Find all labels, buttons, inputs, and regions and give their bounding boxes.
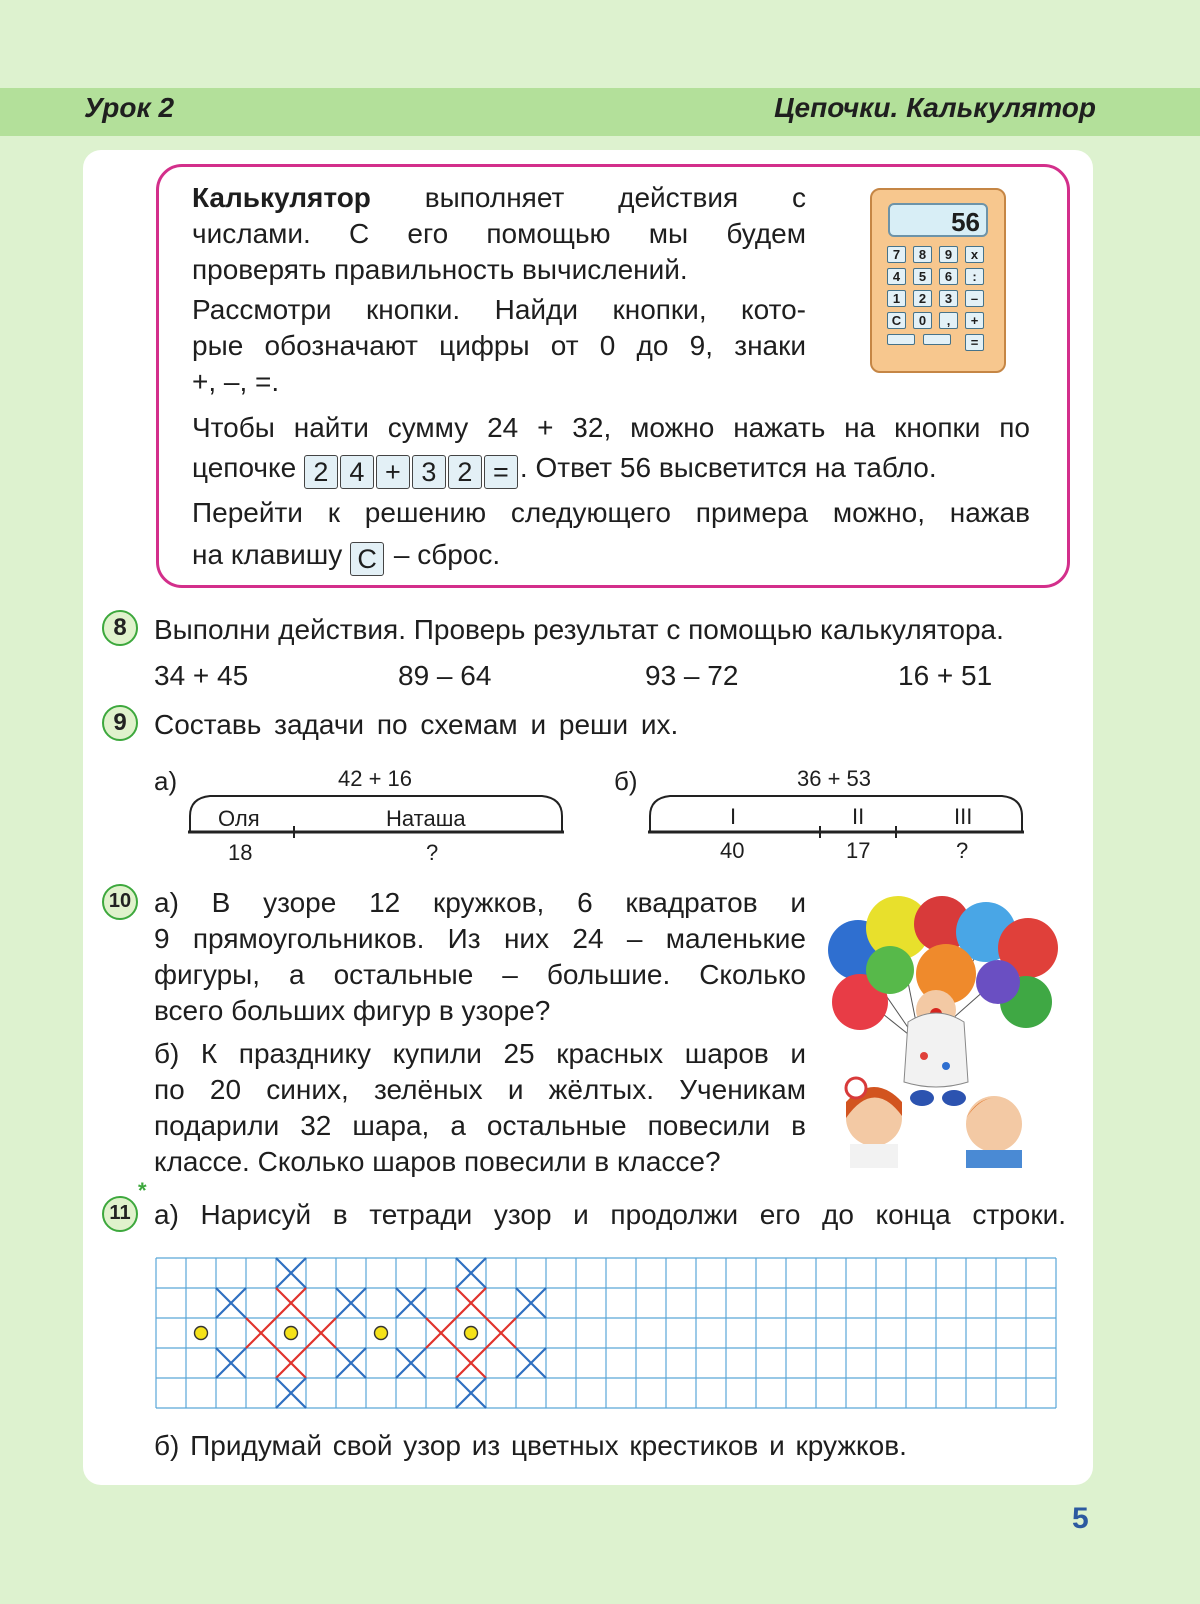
task-10-a-line: а) В узоре 12 кружков, 6 квадратов и bbox=[154, 887, 806, 918]
calculator-key: C bbox=[887, 312, 906, 329]
task-9-text: Составь задачи по схемам и реши их. bbox=[154, 709, 679, 740]
calculator-key: : bbox=[965, 268, 984, 285]
task-11-a-text: а) Нарисуй в тетради узор и продолжи его до конца строки. bbox=[154, 1199, 1066, 1230]
calculator-key: 1 bbox=[887, 290, 906, 307]
info-line-2: числами. С его помощью мы будем bbox=[192, 218, 806, 249]
calculator-key: 6 bbox=[939, 268, 958, 285]
calculator-key: – bbox=[965, 290, 984, 307]
info-p4-suffix: – сброс. bbox=[393, 539, 501, 570]
task-8-number: 8 bbox=[102, 610, 138, 646]
reset-key: С bbox=[350, 542, 384, 576]
scheme-b-value-1: 40 bbox=[720, 838, 745, 863]
chain-key: 2 bbox=[304, 455, 338, 489]
scheme-a-part-2: Наташа bbox=[386, 806, 466, 831]
calculator-blank-key bbox=[923, 334, 951, 345]
task-10-b-line: классе. Сколько шаров повесили в классе? bbox=[154, 1146, 721, 1177]
key-chain bbox=[304, 452, 520, 487]
task-10-a-line: фигуры, а остальные – большие. Сколько bbox=[154, 959, 806, 990]
calculator-key: , bbox=[939, 312, 958, 329]
task-8-expression: 16 + 51 bbox=[898, 660, 993, 691]
lesson-title: Цепочки. Калькулятор bbox=[774, 92, 1096, 123]
calculator-key: 4 bbox=[887, 268, 906, 285]
lesson-label: Урок 2 bbox=[84, 92, 175, 123]
calculator-key: 5 bbox=[913, 268, 932, 285]
scheme-a-value-1: 18 bbox=[228, 840, 253, 865]
chain-key: + bbox=[376, 455, 410, 489]
scheme-b-part-2: II bbox=[852, 804, 865, 829]
scheme-a-value-2: ? bbox=[426, 840, 439, 865]
calculator-key: = bbox=[965, 334, 984, 351]
task-11-number: 11 bbox=[102, 1196, 138, 1232]
task-10-a-line: 9 прямоугольников. Из них 24 – маленькие bbox=[154, 923, 806, 954]
info-p4-line-1: Перейти к решению следующего примера можно, нажав bbox=[192, 497, 1030, 528]
scheme-a-label: а) bbox=[154, 766, 178, 796]
info-p3-suffix: . Ответ 56 высветится на табло. bbox=[519, 452, 937, 483]
calculator-key: 7 bbox=[887, 246, 906, 263]
chain-key: 4 bbox=[340, 455, 374, 489]
asterisk-icon: * bbox=[138, 1178, 147, 1203]
task-10-b-line: по 20 синих, зелёных и жёлтых. Ученикам bbox=[154, 1074, 806, 1105]
info-line-1-rest: выполняет действия с bbox=[424, 182, 806, 213]
info-p2-line-3: +, –, =. bbox=[192, 366, 280, 397]
task-9-number: 9 bbox=[102, 705, 138, 741]
page-number: 5 bbox=[1072, 1502, 1089, 1535]
scheme-b-part-3: III bbox=[954, 804, 973, 829]
calculator-blank-key bbox=[887, 334, 915, 345]
info-p4-prefix: на клавишу bbox=[192, 539, 343, 570]
info-p3-prefix: цепочке bbox=[192, 452, 297, 483]
info-p2-line-2: рые обозначают цифры от 0 до 9, знаки bbox=[192, 330, 806, 361]
dot-mark bbox=[195, 1327, 208, 1340]
task-8-text: Выполни действия. Проверь результат с помощью калькулятора. bbox=[154, 614, 1004, 645]
info-p3-line-1: Чтобы найти сумму 24 + 32, можно нажать на кнопки по bbox=[192, 412, 1030, 443]
scheme-a-part-1: Оля bbox=[218, 806, 260, 831]
task-8-expression: 89 – 64 bbox=[398, 660, 492, 691]
chain-key: = bbox=[484, 455, 518, 489]
info-term: Калькулятор bbox=[192, 182, 371, 213]
calculator-key: 3 bbox=[939, 290, 958, 307]
task-8-expression: 93 – 72 bbox=[645, 660, 739, 691]
scheme-a-diagram bbox=[186, 790, 576, 840]
scheme-b-diagram bbox=[646, 790, 1036, 840]
info-line-3: проверять правильность вычислений. bbox=[192, 254, 688, 285]
task-10-a-line: всего больших фигур в узоре? bbox=[154, 995, 551, 1026]
chain-key: 3 bbox=[412, 455, 446, 489]
dot-mark bbox=[375, 1327, 388, 1340]
calculator-illustration bbox=[870, 188, 1006, 373]
dot-mark bbox=[285, 1327, 298, 1340]
task-10-b-line: б) К празднику купили 25 красных шаров и bbox=[154, 1038, 806, 1069]
info-p3-line-2 bbox=[192, 450, 1032, 489]
info-p2-line-1: Рассмотри кнопки. Найди кнопки, кото- bbox=[192, 294, 806, 325]
pattern-grid bbox=[154, 1256, 1072, 1410]
scheme-b-part-1: I bbox=[730, 804, 737, 829]
balloons-clown-illustration bbox=[828, 892, 1064, 1168]
calculator-key: 2 bbox=[913, 290, 932, 307]
scheme-b-label: б) bbox=[614, 766, 638, 796]
calculator-display: 56 bbox=[888, 203, 988, 237]
scheme-b-value-3: ? bbox=[956, 838, 969, 863]
info-p4-line-2 bbox=[192, 537, 792, 576]
chain-key: 2 bbox=[448, 455, 482, 489]
calculator-key: 0 bbox=[913, 312, 932, 329]
task-8-expression: 34 + 45 bbox=[154, 660, 249, 691]
task-10-number: 10 bbox=[102, 884, 138, 920]
scheme-b-total: 36 + 53 bbox=[797, 766, 872, 791]
scheme-b-value-2: 17 bbox=[846, 838, 871, 863]
calculator-key: x bbox=[965, 246, 984, 263]
task-10-b-line: подарили 32 шара, а остальные повесили в bbox=[154, 1110, 806, 1141]
calculator-key: 9 bbox=[939, 246, 958, 263]
dot-mark bbox=[465, 1327, 478, 1340]
calculator-key: 8 bbox=[913, 246, 932, 263]
scheme-a-total: 42 + 16 bbox=[338, 766, 413, 791]
calculator-key: + bbox=[965, 312, 984, 329]
info-line-1 bbox=[192, 180, 806, 216]
task-11-b-text: б) Придумай свой узор из цветных крестиков и кружков. bbox=[154, 1430, 907, 1461]
